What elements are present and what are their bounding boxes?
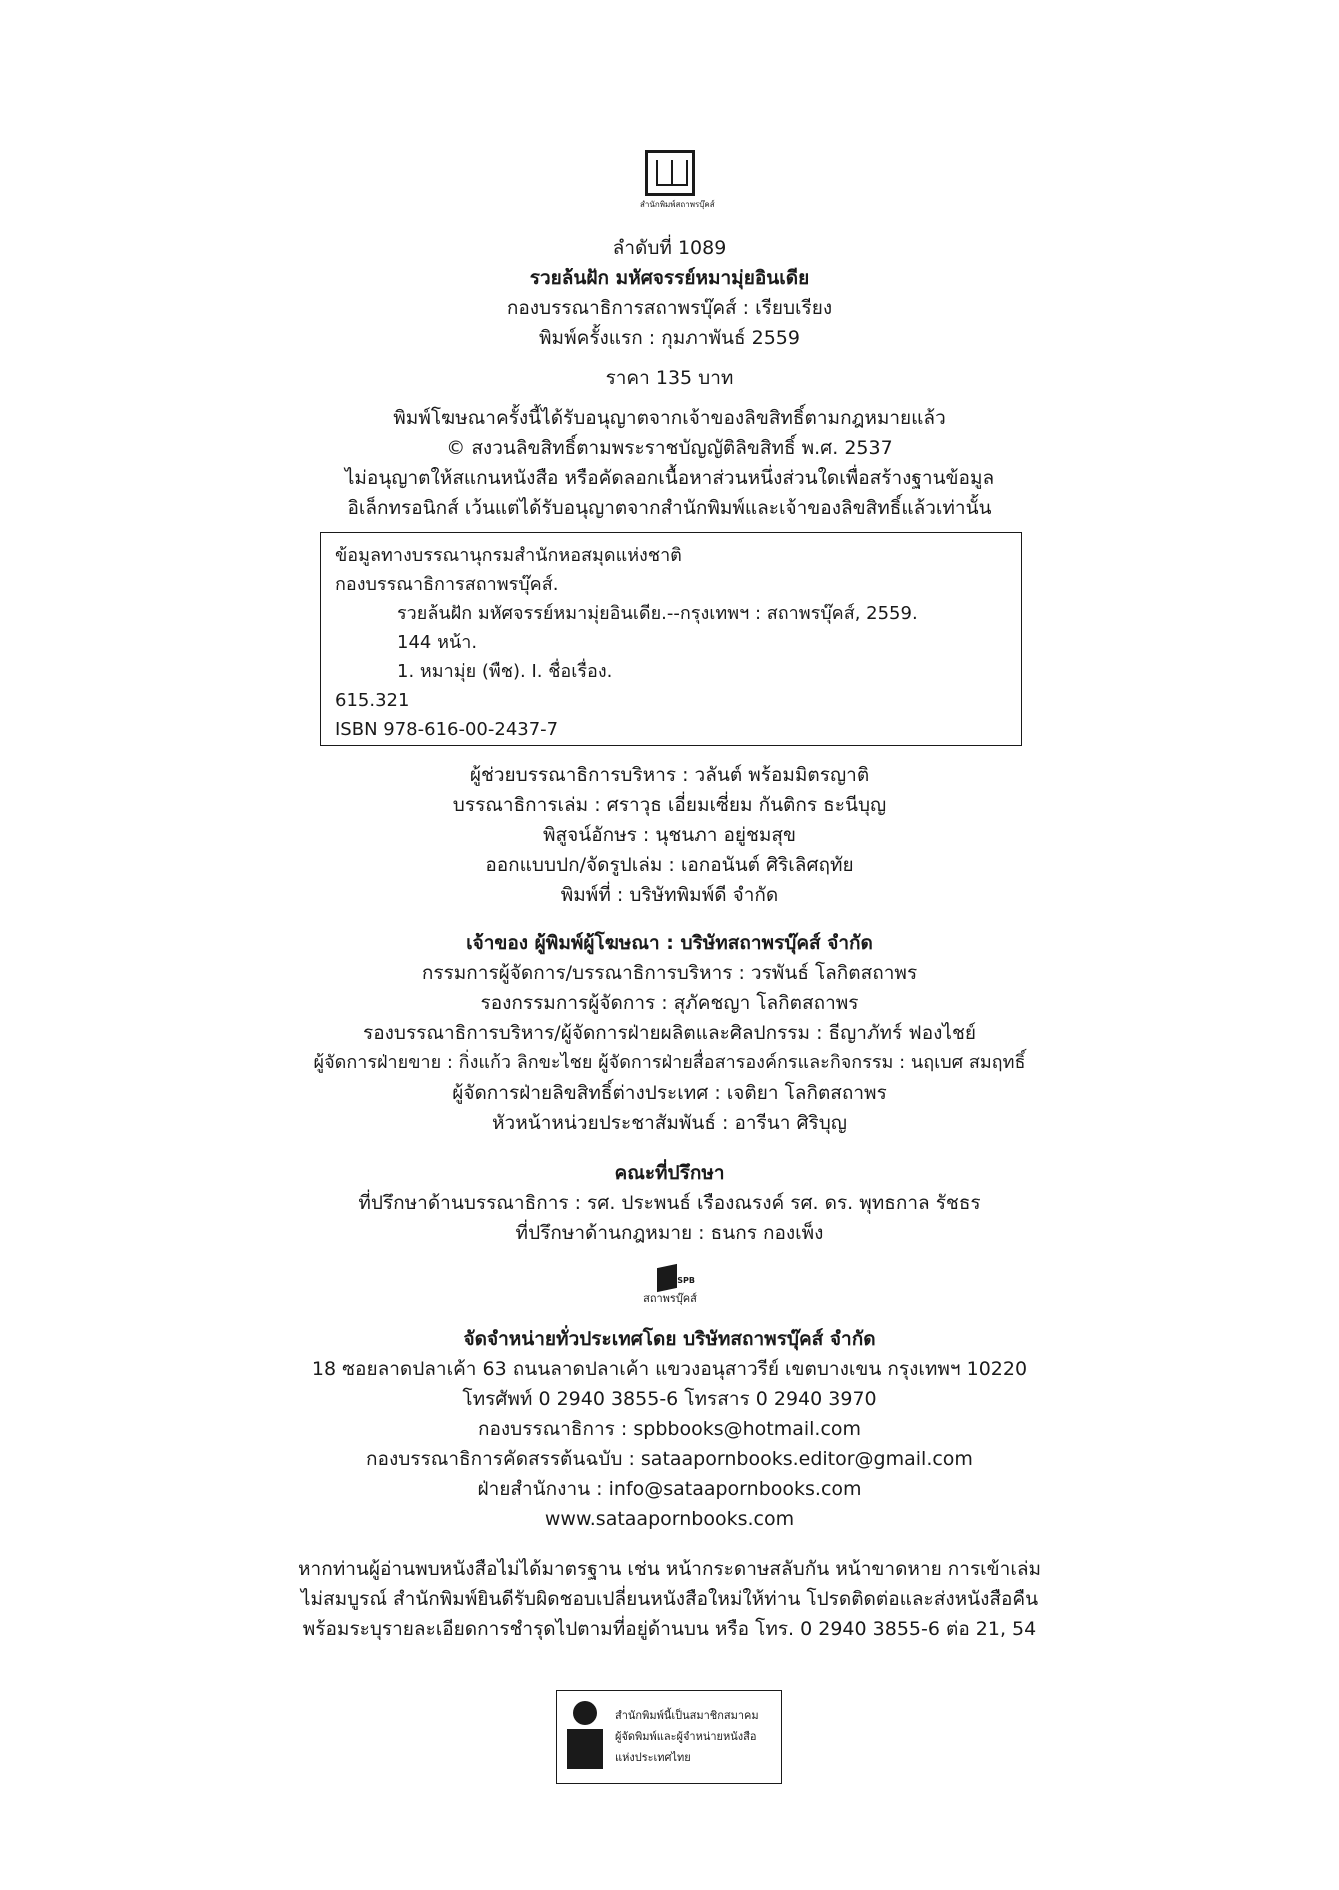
advisor-line: ที่ปรึกษาด้านบรรณาธิการ : รศ. ประพนธ์ เรืองณรงค์ รศ. ดร. พุทธกาล รัชธร <box>358 1192 981 1214</box>
price: ราคา 135 บาท <box>605 367 734 389</box>
cip-pages: 144 หน้า. <box>397 632 478 653</box>
cip-isbn: ISBN 978-616-00-2437-7 <box>335 719 559 740</box>
cip-title: รวยล้นฝัก มหัศจรรย์หมามุ่ยอินเดีย.--กรุงเทพฯ : สถาพรบุ๊คส์, 2559. <box>397 603 918 624</box>
compiler: กองบรรณาธิการสถาพรบุ๊คส์ : เรียบเรียง <box>506 297 833 319</box>
distribution-line: กองบรรณาธิการคัดสรรต้นฉบับ : sataapornbooks.editor@gmail.com <box>366 1448 973 1470</box>
publisher-logo <box>640 150 715 211</box>
association-member-box <box>556 1690 782 1784</box>
distribution-line: โทรศัพท์ 0 2940 3855-6 โทรสาร 0 2940 3970 <box>462 1388 877 1410</box>
owner-line: ผู้จัดการฝ่ายขาย : กิ่งแก้ว ลิกขะไชย ผู้จัดการฝ่ายสื่อสารองค์กรและกิจกรรม : นฤเบศ สมฤทธิ์ <box>313 1052 1026 1073</box>
notice-line: ไม่สมบูรณ์ สำนักพิมพ์ยินดีรับผิดชอบเปลี่ยนหนังสือใหม่ให้ท่าน โปรดติดต่อและส่งหนังสือคืน <box>300 1588 1039 1610</box>
cip-heading: ข้อมูลทางบรรณานุกรมสำนักหอสมุดแห่งชาติ <box>335 545 682 566</box>
owner-line: รองบรรณาธิการบริหาร/ผู้จัดการฝ่ายผลิตและศิลปกรรม : ธีญาภัทร์ ฟองไชย์ <box>363 1022 976 1044</box>
spb-logo-mark-text: SPB <box>677 1276 695 1285</box>
association-emblem-icon <box>567 1701 603 1773</box>
credit-line: บรรณาธิการเล่ม : ศราวุธ เอี่ยมเซี่ยม กันติกร ธะนีบุญ <box>452 794 887 816</box>
book-icon <box>645 150 695 196</box>
spb-logo-icon <box>655 1262 695 1292</box>
copyright-line: พิมพ์โฆษณาครั้งนี้ได้รับอนุญาตจากเจ้าของลิขสิทธิ์ตามกฎหมายแล้ว <box>393 407 946 429</box>
copyright-line: อิเล็กทรอนิกส์ เว้นแต่ได้รับอนุญาตจากสำนักพิมพ์และเจ้าของลิขสิทธิ์แล้วเท่านั้น <box>347 497 992 519</box>
order-number: ลำดับที่ 1089 <box>612 237 727 259</box>
notice-line: พร้อมระบุรายละเอียดการชำรุดไปตามที่อยู่ด้านบน หรือ โทร. 0 2940 3855-6 ต่อ 21, 54 <box>302 1618 1037 1640</box>
credit-line: ผู้ช่วยบรรณาธิการบริหาร : วลันต์ พร้อมมิตรญาติ <box>469 764 870 786</box>
owner-line: รองกรรมการผู้จัดการ : สุภัคชญา โลกิตสถาพร <box>480 992 859 1014</box>
first-print: พิมพ์ครั้งแรก : กุมภาพันธ์ 2559 <box>539 327 800 349</box>
cip-author: กองบรรณาธิการสถาพรบุ๊คส์. <box>335 574 559 595</box>
notice-line: หากท่านผู้อ่านพบหนังสือไม่ได้มาตรฐาน เช่น หน้ากระดาษสลับกัน หน้าขาดหาย การเข้าเล่ม <box>298 1558 1041 1580</box>
website-link: www.sataapornbooks.com <box>544 1508 795 1530</box>
owner-line: ผู้จัดการฝ่ายลิขสิทธิ์ต่างประเทศ : เจติยา โลกิตสถาพร <box>452 1082 887 1104</box>
owner-heading: เจ้าของ ผู้พิมพ์ผู้โฆษณา : บริษัทสถาพรบุ๊คส์ จำกัด <box>466 932 873 954</box>
distribution-line: 18 ซอยลาดปลาเค้า 63 ถนนลาดปลาเค้า แขวงอนุสาวรีย์ เขตบางเขน กรุงเทพฯ 10220 <box>311 1358 1028 1380</box>
advisors-heading: คณะที่ปรึกษา <box>614 1162 725 1184</box>
spb-logo-caption: สถาพรบุ๊คส์ <box>643 1292 697 1305</box>
credit-line: พิสูจน์อักษร : นุชนภา อยู่ชมสุข <box>542 824 797 846</box>
cip-subjects: 1. หมามุ่ย (พืช). I. ชื่อเรื่อง. <box>397 661 613 682</box>
owner-line: หัวหน้าหน่วยประชาสัมพันธ์ : อารีนา ศิริบุญ <box>492 1112 847 1134</box>
copyright-line: © สงวนลิขสิทธิ์ตามพระราชบัญญัติลิขสิทธิ์ พ.ศ. 2537 <box>446 437 893 459</box>
cip-classification: 615.321 <box>335 690 410 711</box>
spb-logo <box>638 1262 702 1306</box>
copyright-line: ไม่อนุญาตให้สแกนหนังสือ หรือคัดลอกเนื้อหาส่วนหนึ่งส่วนใดเพื่อสร้างฐานข้อมูล <box>344 467 995 489</box>
distribution-heading: จัดจำหน่ายทั่วประเทศโดย บริษัทสถาพรบุ๊คส์ จำกัด <box>463 1328 876 1350</box>
owner-line: กรรมการผู้จัดการ/บรรณาธิการบริหาร : วรพันธ์ โลกิตสถาพร <box>421 962 918 984</box>
member-line: สำนักพิมพ์นี้เป็นสมาชิกสมาคม <box>615 1709 759 1722</box>
distribution-line: กองบรรณาธิการ : spbbooks@hotmail.com <box>477 1418 862 1440</box>
book-title: รวยล้นฝัก มหัศจรรย์หมามุ่ยอินเดีย <box>529 267 810 289</box>
distribution-line: ฝ่ายสำนักงาน : info@sataapornbooks.com <box>477 1478 862 1500</box>
cip-box <box>320 532 1022 746</box>
member-line: แห่งประเทศไทย <box>615 1751 691 1764</box>
credit-line: พิมพ์ที่ : บริษัทพิมพ์ดี จำกัด <box>560 884 779 906</box>
credit-line: ออกแบบปก/จัดรูปเล่ม : เอกอนันต์ ศิริเลิศฤทัย <box>485 854 854 876</box>
member-line: ผู้จัดพิมพ์และผู้จำหน่ายหนังสือ <box>615 1730 757 1743</box>
publisher-logo-caption: สำนักพิมพ์สถาพรบุ๊คส์ <box>640 200 715 209</box>
advisor-line: ที่ปรึกษาด้านกฎหมาย : ธนกร กองเพ็ง <box>515 1222 824 1244</box>
